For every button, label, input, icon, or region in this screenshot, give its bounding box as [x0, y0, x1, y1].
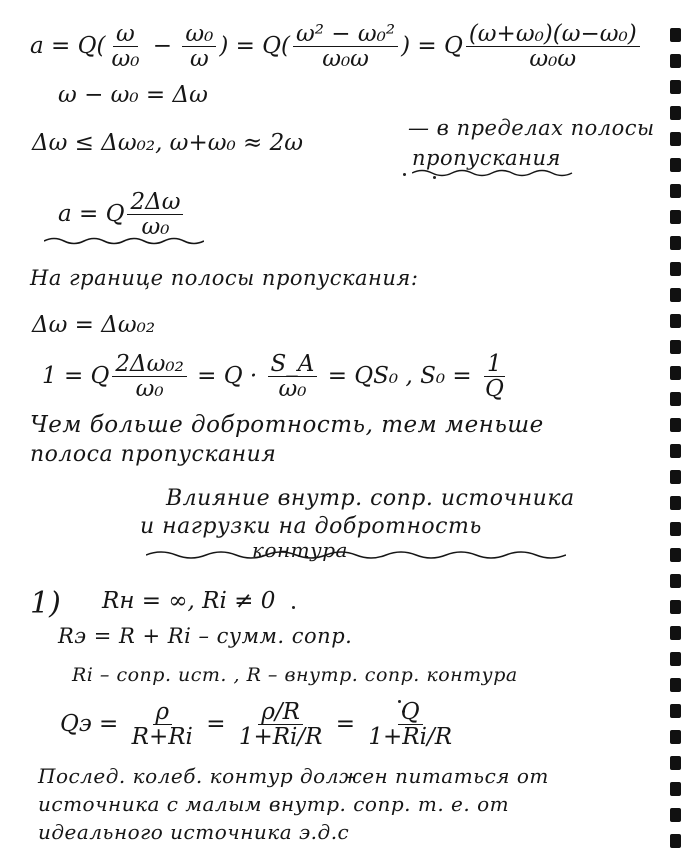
fraction: $\frac{\text{ω² − ω₀²}}{\text{ω₀ω}}$	[293, 22, 398, 72]
fraction: $\frac{\text{2Δω₀₂}}{\text{ω₀}}$	[112, 352, 186, 402]
binding-hole	[670, 444, 681, 458]
binding-hole	[670, 158, 681, 172]
formula-line-6: Δω = Δω₀₂	[32, 312, 156, 338]
binding-hole	[670, 548, 681, 562]
note-text-line-3: — в пределах полосы	[408, 116, 655, 140]
binding-hole	[670, 756, 681, 770]
spiral-binding	[664, 0, 684, 856]
list-item-number: 1)	[30, 586, 61, 621]
formula-line-item-1: Rн = ∞, Ri ≠ 0	[102, 588, 276, 614]
section-heading-line-1: Влияние внутр. сопр. источника	[166, 486, 575, 511]
fraction: $\frac{\rho/R}{1+Ri/R}$	[238, 699, 323, 751]
text-line-15: идеального источника э.д.с	[38, 820, 350, 844]
binding-hole	[670, 678, 681, 692]
binding-hole	[670, 834, 681, 848]
ink-dot	[292, 606, 295, 609]
binding-hole	[670, 496, 681, 510]
formula-line-7: 1 = Q $\frac{\text{2Δω₀₂}}{\text{ω₀}}$ = Q · $\frac{S\_A}{\text{ω₀}}$ = QS₀ , S₀ = $\frac{1}{Q}$	[42, 352, 510, 402]
binding-hole	[670, 210, 681, 224]
text-line-10: Rэ = R + Ri – сумм. сопр.	[58, 624, 353, 648]
text-line-11: Ri – сопр. ист. , R – внутр. сопр. контура	[72, 664, 518, 686]
binding-hole	[670, 470, 681, 484]
binding-hole	[670, 262, 681, 276]
binding-hole	[670, 132, 681, 146]
text-line-9: полоса пропускания	[30, 442, 277, 467]
text-line-8: Чем больше добротность, тем меньше	[30, 412, 544, 438]
binding-hole	[670, 600, 681, 614]
binding-hole	[670, 236, 681, 250]
binding-hole	[670, 366, 681, 380]
note-text-line-3b: пропускания	[412, 146, 561, 170]
section-heading-line-3: контура	[252, 538, 348, 562]
binding-hole	[670, 652, 681, 666]
ink-dot	[403, 173, 406, 176]
fraction: $\frac{2\Delta\omega}{\text{ω₀}}$	[127, 190, 183, 240]
text-line-13: Послед. колеб. контур должен питаться от	[38, 764, 549, 788]
formula-line-12: Qэ = $\frac{\rho}{R+Ri}$ = $\frac{\rho/R}{1+Ri/R}$ = $\frac{Q}{1+Ri/R}$	[60, 700, 458, 750]
fraction: $\frac{Q}{1+Ri/R}$	[368, 699, 453, 751]
binding-hole	[670, 782, 681, 796]
fraction: $\frac{S\_A}{\text{ω₀}}$	[268, 352, 318, 402]
fraction: $\frac{\text{(ω+ω₀)(ω−ω₀)}}{\text{ω₀ω}}$	[466, 22, 640, 72]
binding-hole	[670, 288, 681, 302]
binding-hole	[670, 418, 681, 432]
underline-wave	[412, 168, 582, 178]
binding-hole	[670, 54, 681, 68]
text-line-14: источника с малым внутр. сопр. т. е. от	[38, 792, 510, 816]
binding-hole	[670, 106, 681, 120]
binding-hole	[670, 314, 681, 328]
binding-hole	[670, 574, 681, 588]
binding-hole	[670, 28, 681, 42]
section-heading-line-2: и нагрузки на добротность	[140, 514, 482, 539]
binding-hole	[670, 626, 681, 640]
text-line-5: На границе полосы пропускания:	[30, 266, 419, 290]
binding-hole	[670, 730, 681, 744]
formula-line-4: a = Q $\frac{2\Delta\omega}{\text{ω₀}}$	[58, 190, 186, 240]
binding-hole	[670, 808, 681, 822]
formula-line-1: a = Q( $\frac{\omega}{\text{ω₀}}$ − $\frac{\text{ω₀}}{\omega}$ ) = Q( $\frac{\text{ω² − ω₀²}}{\text{ω₀ω}}$ ) = Q $\frac{\text{(ω+ω₀)(ω−ω₀)}}{\text{ω₀ω}}$	[30, 22, 643, 72]
binding-hole	[670, 340, 681, 354]
binding-hole	[670, 184, 681, 198]
formula-line-2: ω − ω₀ = Δω	[58, 82, 208, 108]
fraction: $\frac{\rho}{R+Ri}$	[131, 699, 193, 751]
formula-line-3: Δω ≤ Δω₀₂, ω+ω₀ ≈ 2ω	[32, 130, 303, 156]
binding-hole	[670, 80, 681, 94]
ink-dot	[433, 176, 436, 179]
heading-underline-wave	[146, 548, 566, 562]
binding-hole	[670, 392, 681, 406]
fraction: $\frac{\omega}{\text{ω₀}}$	[111, 21, 140, 73]
binding-hole	[670, 704, 681, 718]
binding-hole	[670, 522, 681, 536]
underline-wave	[44, 236, 204, 246]
fraction: $\frac{\text{ω₀}}{\omega}$	[182, 22, 216, 72]
fraction: $\frac{1}{Q}$	[484, 351, 504, 403]
